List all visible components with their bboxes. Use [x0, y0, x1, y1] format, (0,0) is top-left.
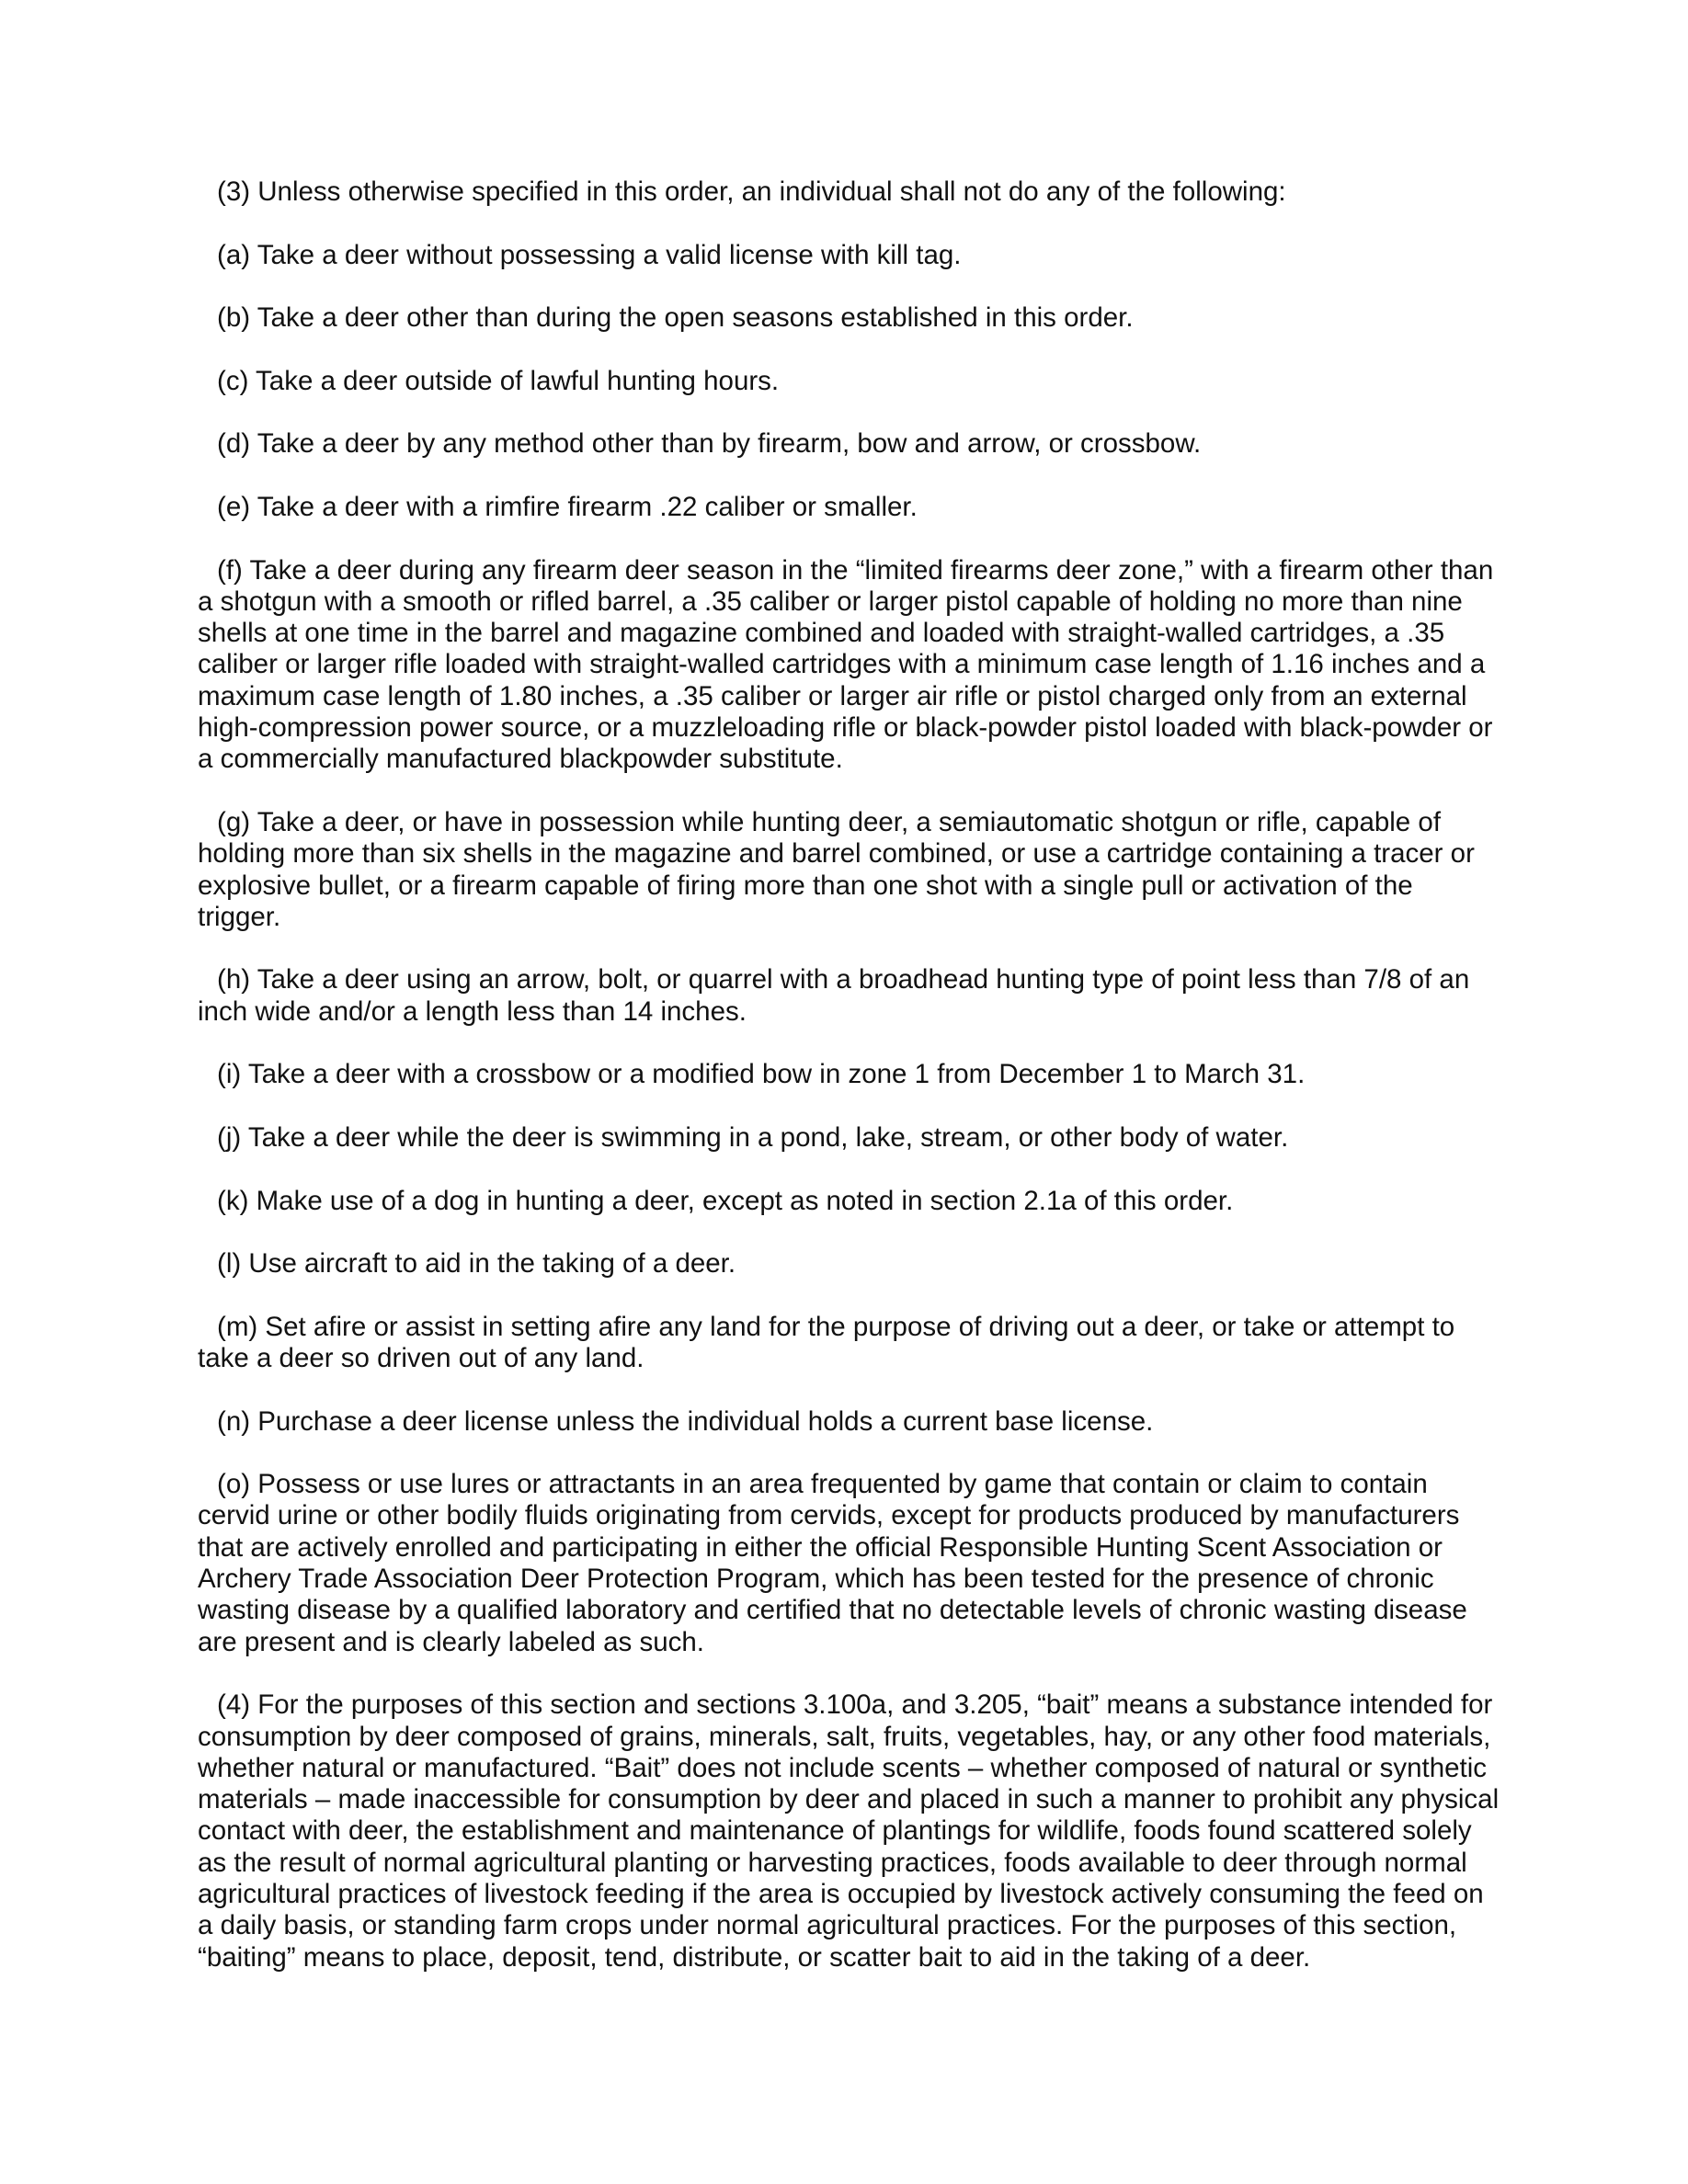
paragraph-d: (d) Take a deer by any method other than by firearm, bow and arrow, or crossbow. — [217, 428, 1202, 460]
paragraph-c: (c) Take a deer outside of lawful hunting hours. — [217, 365, 780, 396]
paragraph-e: (e) Take a deer with a rimfire firearm .22 caliber or smaller. — [217, 491, 918, 522]
paragraph-o: (o) Possess or use lures or attractants in an area frequented by game that contain or claim to contain cervid urine or other bodily fluids originating from cervids, except for products produced by manufacturers that are actively enrolled and participating in either the official Responsible Hunting Scent Association or Archery Trade Association Deer Protection Program, which has been tested for the presence of chronic wasting disease by a qualified laboratory and certified that no detectable levels of chronic wasting disease are present and is clearly labeled as such. — [198, 1469, 1467, 1657]
paragraph-b: (b) Take a deer other than during the open seasons established in this order. — [217, 302, 1134, 334]
document-body — [198, 176, 1503, 2005]
paragraph-a: (a) Take a deer without possessing a valid license with kill tag. — [217, 239, 962, 270]
paragraph-j: (j) Take a deer while the deer is swimming in a pond, lake, stream, or other body of water. — [217, 1121, 1289, 1153]
paragraph-i: (i) Take a deer with a crossbow or a modified bow in zone 1 from December 1 to March 31. — [217, 1059, 1306, 1090]
paragraph-n: (n) Purchase a deer license unless the individual holds a current base license. — [217, 1405, 1154, 1437]
paragraph-3: (3) Unless otherwise specified in this order, an individual shall not do any of the following: — [217, 176, 1286, 207]
paragraph-4: (4) For the purposes of this section and sections 3.100a, and 3.205, “bait” means a substance intended for consumption by deer composed of grains, minerals, salt, fruits, vegetables, hay, or any other food materials, whether natural or manufactured. “Bait” does not include scents – whether composed of natural or synthetic materials – made inaccessible for consumption by deer and placed in such a manner to prohibit any physical contact with deer, the establishment and maintenance of plantings for wildlife, foods found scattered solely as the result of normal agricultural planting or harvesting practices, foods available to deer through normal agricultural practices of livestock feeding if the area is occupied by livestock actively consuming the feed on a daily basis, or standing farm crops under normal agricultural practices. For the purposes of this section, “baiting” means to place, deposit, tend, distribute, or scatter bait to aid in the taking of a deer. — [198, 1689, 1500, 1973]
paragraph-g: (g) Take a deer, or have in possession while hunting deer, a semiautomatic shotgun or rifle, capable of holding more than six shells in the magazine and barrel combined, or use a cartridge containing a tracer or explosive bullet, or a firearm capable of firing more than one shot with a single pull or activation of the trigger. — [198, 806, 1475, 932]
paragraph-l: (l) Use aircraft to aid in the taking of a deer. — [217, 1248, 736, 1280]
paragraph-h: (h) Take a deer using an arrow, bolt, or quarrel with a broadhead hunting type of point less than 7/8 of an inch wide and/or a length less than 14 inches. — [198, 964, 1470, 1027]
paragraph-m: (m) Set afire or assist in setting afire any land for the purpose of driving out a deer, or take or attempt to take a deer so driven out of any land. — [198, 1311, 1455, 1373]
paragraph-f: (f) Take a deer during any firearm deer season in the “limited firearms deer zone,” with a firearm other than a shotgun with a smooth or rifled barrel, a .35 caliber or larger pistol capable of holding no more than nine shells at one time in the barrel and magazine combined and loaded with straight-walled cartridges, a .35 caliber or larger rifle loaded with straight-walled cartridges with a minimum case length of 1.16 inches and a maximum case length of 1.80 inches, a .35 caliber or larger air rifle or pistol charged only from an external high-compression power source, or a muzzleloading rifle or black-powder pistol loaded with black-powder or a commercially manufactured blackpowder substitute. — [198, 554, 1494, 775]
paragraph-k: (k) Make use of a dog in hunting a deer, except as noted in section 2.1a of this order. — [217, 1185, 1234, 1216]
